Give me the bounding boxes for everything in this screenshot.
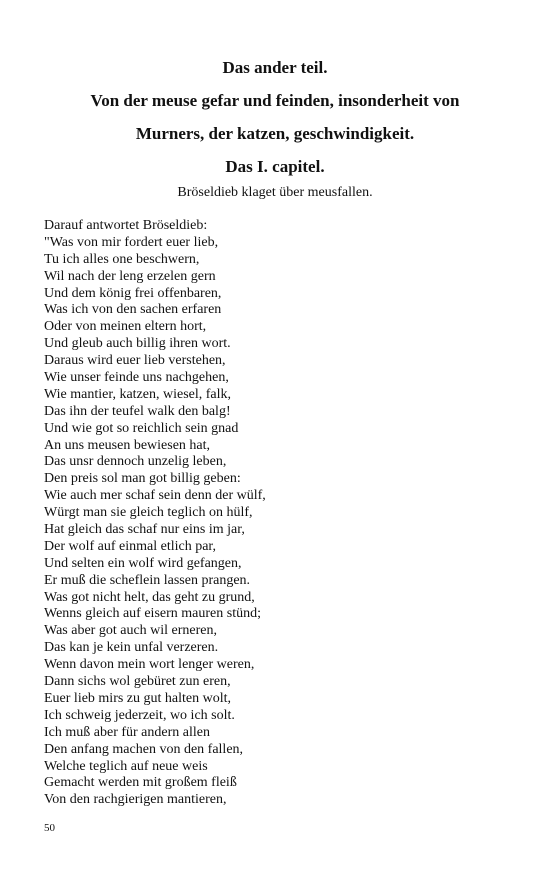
verse-line: Den anfang machen von den fallen,: [44, 741, 244, 757]
verse-line: Das unsr dennoch unzelig leben,: [44, 454, 227, 470]
chapter-summary: Bröseldieb klaget über meusfallen.: [177, 185, 373, 200]
verse-line: Und wie got so reichlich sein gnad: [44, 420, 239, 436]
verse-line: Wie mantier, katzen, wiesel, falk,: [44, 386, 232, 402]
verse-line: Und dem könig frei offenbaren,: [44, 285, 222, 301]
verse-line: Das ihn der teufel walk den balg!: [44, 403, 231, 419]
verse-line: Darauf antwortet Bröseldieb:: [44, 218, 208, 233]
verse-line: Daraus wird euer lieb verstehen,: [44, 353, 226, 369]
verse-line: Ich schweig jederzeit, wo ich solt.: [44, 707, 235, 723]
verse-line: Gemacht werden mit großem fleiß: [44, 775, 237, 791]
verse-line: Und gleub auch billig ihren wort.: [44, 336, 231, 352]
verse-line: Euer lieb mirs zu gut halten wolt,: [44, 690, 232, 706]
chapter-heading: Das I. capitel.: [225, 157, 325, 176]
verse-line: Wie unser feinde uns nachgehen,: [44, 370, 229, 386]
verse-line: Wenns gleich auf eisern mauren stünd;: [44, 606, 261, 622]
verse-line: Wil nach der leng erzelen gern: [44, 268, 216, 284]
verse-line: Der wolf auf einmal etlich par,: [44, 538, 217, 554]
verse-line: Ich muß aber für andern allen: [44, 724, 210, 740]
part-heading: Das ander teil.: [222, 58, 328, 77]
page-number: 50: [44, 822, 55, 834]
verse-line: Wie auch mer schaf sein denn der wülf,: [44, 488, 266, 504]
verse-line: Welche teglich auf neue weis: [44, 758, 208, 774]
verse-line: Tu ich alles one beschwern,: [44, 251, 200, 267]
verse-line: Hat gleich das schaf nur eins im jar,: [44, 522, 245, 538]
verse-line: Von den rachgierigen mantieren,: [44, 792, 227, 808]
verse-line: Den preis sol man got billig geben:: [44, 471, 241, 487]
verse-line: Was got nicht helt, das geht zu grund,: [44, 589, 255, 605]
verse-line: Würgt man sie gleich teglich on hülf,: [44, 505, 253, 521]
verse-line: "Was von mir fordert euer lieb,: [44, 234, 219, 250]
verse-line: Wenn davon mein wort lenger weren,: [44, 657, 255, 673]
verse-line: Dann sichs wol gebüret zun eren,: [44, 674, 231, 690]
verse-line: Er muß die scheflein lassen prangen.: [44, 572, 251, 588]
verse-line: Was aber got auch wil erneren,: [44, 623, 218, 639]
verse-line: An uns meusen bewiesen hat,: [44, 437, 211, 453]
verse-line: Und selten ein wolf wird gefangen,: [44, 555, 242, 571]
part-title-line-1: Von der meuse gefar und feinden, insonderheit von: [90, 91, 460, 110]
verse-block: [44, 218, 524, 809]
part-title-line-2: Murners, der katzen, geschwindigkeit.: [135, 124, 415, 143]
verse-line: Oder von meinen eltern hort,: [44, 319, 207, 335]
verse-line: Das kan je kein unfal verzeren.: [44, 640, 219, 656]
verse-line: Was ich von den sachen erfaren: [44, 302, 222, 318]
